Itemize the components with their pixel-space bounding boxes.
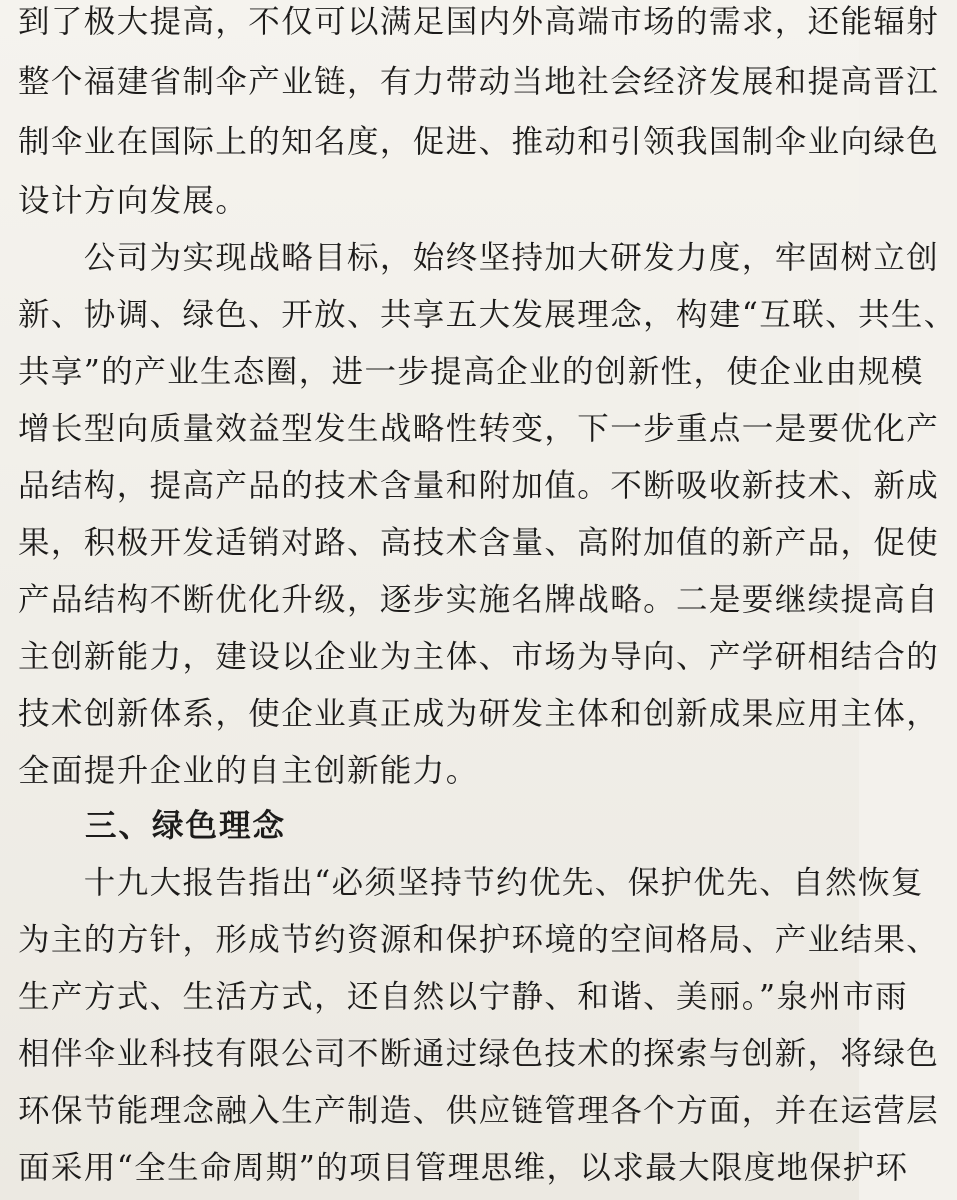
text-line: 品结构，提高产品的技术含量和附加值。不断吸收新技术、新成 xyxy=(18,468,940,504)
text-line: 环保节能理念融入生产制造、供应链管理各个方面，并在运营层 xyxy=(18,1093,940,1129)
text-line: 面采用“全生命周期”的项目管理思维，以求最大限度地保护环 xyxy=(18,1150,909,1186)
section-heading: 三、绿色理念 xyxy=(18,807,287,844)
text-line: 共享”的产业生态圈，进一步提高企业的创新性，使企业由规模 xyxy=(18,354,924,390)
text-line: 全面提升企业的自主创新能力。 xyxy=(18,753,479,789)
text-line: 生产方式、生活方式，还自然以宁静、和谐、美丽。”泉州市雨 xyxy=(18,979,909,1015)
text-line: 相伴伞业科技有限公司不断通过绿色技术的探索与创新，将绿色 xyxy=(18,1036,940,1072)
text-line: 到了极大提高，不仅可以满足国内外高端市场的需求，还能辐射 xyxy=(18,4,940,40)
text-line: 为主的方针，形成节约资源和保护环境的空间格局、产业结果、 xyxy=(18,922,940,958)
text-line: 果，积极开发适销对路、高技术含量、高附加值的新产品，促使 xyxy=(18,525,940,561)
text-line: 公司为实现战略目标，始终坚持加大研发力度，牢固树立创 xyxy=(18,240,940,276)
text-line: 技术创新体系，使企业真正成为研发主体和创新成果应用主体， xyxy=(18,696,940,732)
text-line: 产品结构不断优化升级，逐步实施名牌战略。二是要继续提高自 xyxy=(18,582,940,618)
text-line: 增长型向质量效益型发生战略性转变，下一步重点一是要优化产 xyxy=(18,411,940,447)
text-line: 设计方向发展。 xyxy=(18,183,249,219)
text-line: 新、协调、绿色、开放、共享五大发展理念，构建“互联、共生、 xyxy=(18,297,957,333)
text-line: 制伞业在国际上的知名度，促进、推动和引领我国制伞业向绿色 xyxy=(18,124,940,160)
text-line: 整个福建省制伞产业链，有力带动当地社会经济发展和提高晋江 xyxy=(18,64,940,100)
text-line: 十九大报告指出“必须坚持节约优先、保护优先、自然恢复 xyxy=(18,865,924,901)
text-line: 主创新能力，建设以企业为主体、市场为导向、产学研相结合的 xyxy=(18,639,940,675)
